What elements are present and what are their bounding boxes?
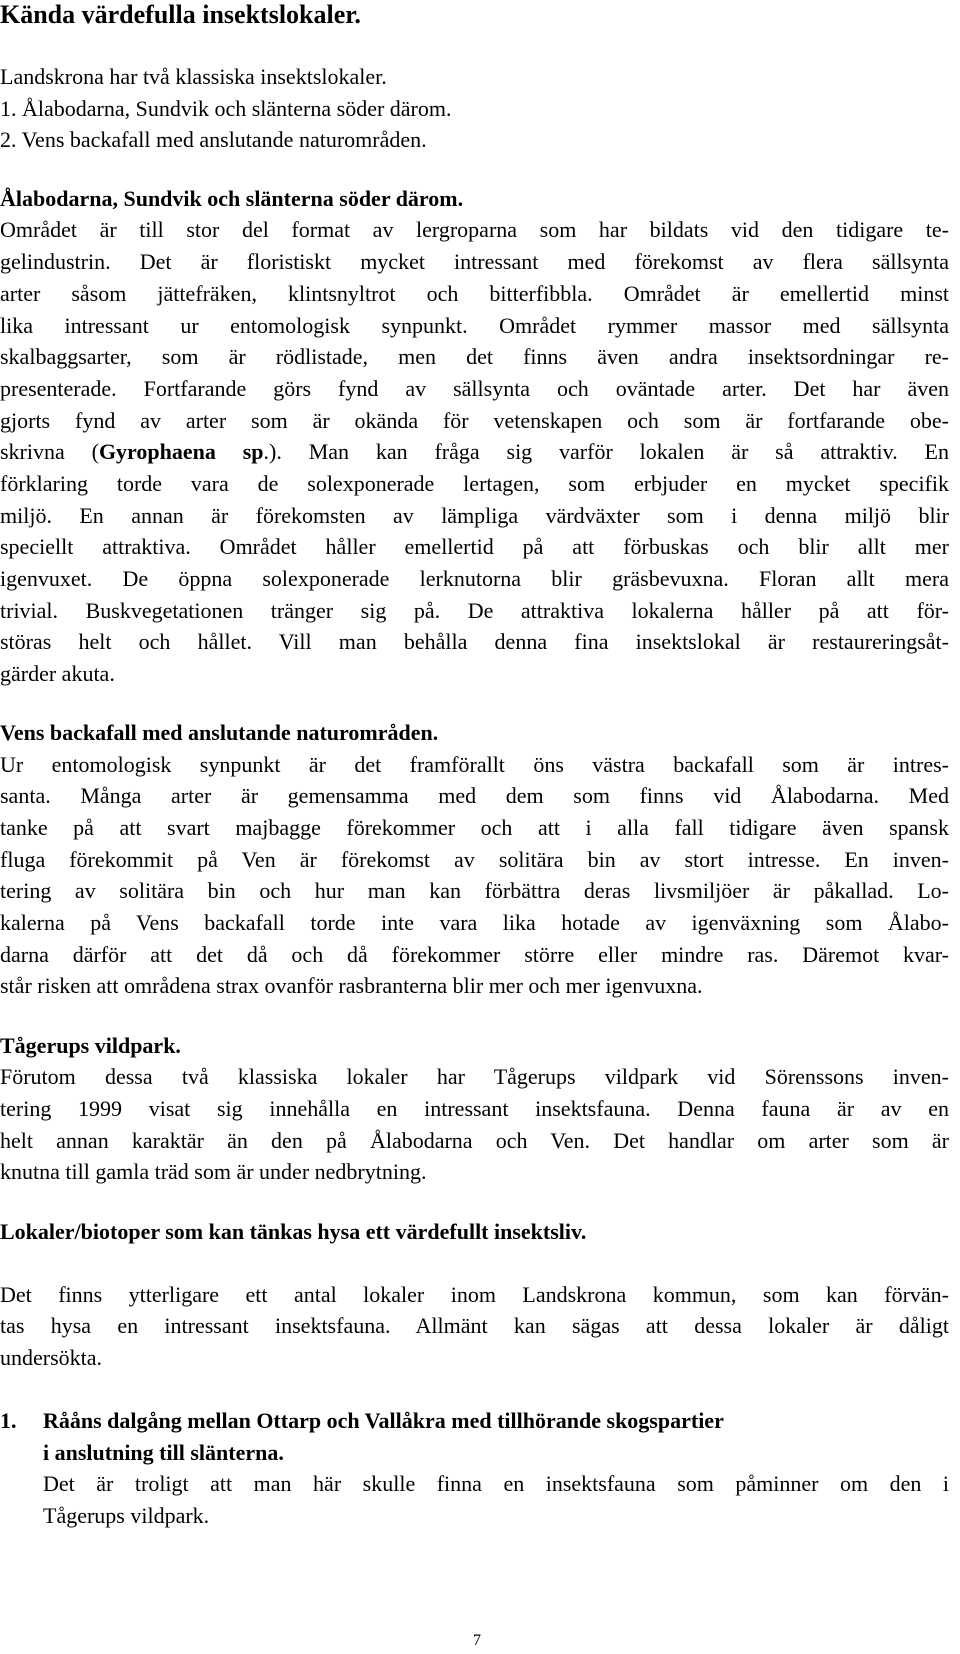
paragraph-line: speciellt attraktiva. Området håller emellertid på att förbuskas och blir allt mer xyxy=(0,534,949,559)
section-heading-ven: Vens backafall med anslutande naturområden. xyxy=(0,720,439,745)
paragraph-line: tering av solitära bin och hur man kan förbättra deras livsmiljöer är påkallad. Lo- xyxy=(0,878,949,903)
section-heading-lokaler: Lokaler/biotoper som kan tänkas hysa ett värdefullt insektsliv. xyxy=(0,1219,587,1244)
section-heading-tagerup: Tågerups vildpark. xyxy=(0,1033,181,1058)
intro-line: Landskrona har två klassiska insektslokaler. xyxy=(0,64,387,89)
paragraph-line: undersökta. xyxy=(0,1345,103,1370)
paragraph-line: kalerna på Vens backafall torde inte vara lika hotade av igenväxning som Ålabo- xyxy=(0,910,949,935)
paragraph-line xyxy=(0,439,949,465)
paragraph-line: gelindustrin. Det är floristiskt mycket intressant med förekomst av flera sällsynta xyxy=(0,249,949,274)
paragraph-line: Området är till stor del format av lergroparna som har bildats vid den tidigare te- xyxy=(0,217,949,242)
paragraph-line: arter såsom jättefräken, klintsnyltrot och bitterfibbla. Området är emellertid minst xyxy=(0,281,949,306)
paragraph-line: knutna till gamla träd som är under nedbrytning. xyxy=(0,1159,427,1184)
page-number: 7 xyxy=(473,1632,481,1649)
intro-item-1: 1. Ålabodarna, Sundvik och slänterna söder därom. xyxy=(0,96,452,121)
page-title: Kända värdefulla insektslokaler. xyxy=(0,0,361,29)
paragraph-line: tanke på att svart majbagge förekommer och att i alla fall tidigare även spansk xyxy=(0,815,949,840)
paragraph-line: förklaring torde vara de solexponerade lertagen, som erbjuder en mycket specifik xyxy=(0,471,949,496)
paragraph-line: miljö. En annan är förekomsten av lämpliga värdväxter som i denna miljö blir xyxy=(0,503,949,528)
species-name: Gyrophaena sp xyxy=(98,439,264,464)
text-run: .). Man kan fråga sig varför lokalen är så attraktiv. En xyxy=(263,439,949,464)
list-item-text: Det är troligt att man här skulle finna en insektsfauna som påminner om den i xyxy=(43,1471,949,1496)
paragraph-line: skalbaggsarter, som är rödlistade, men det finns även andra insektsordningar re- xyxy=(0,344,949,369)
paragraph-line: Förutom dessa två klassiska lokaler har Tågerups vildpark vid Sörenssons inven- xyxy=(0,1064,949,1089)
paragraph-line: tas hysa en intressant insektsfauna. Allmänt kan sägas att dessa lokaler är dåligt xyxy=(0,1313,949,1338)
list-item-heading: i anslutning till slänterna. xyxy=(43,1440,284,1465)
paragraph-line: santa. Många arter är gemensamma med dem som finns vid Ålabodarna. Med xyxy=(0,783,949,808)
paragraph-line: helt annan karaktär än den på Ålabodarna och Ven. Det handlar om arter som är xyxy=(0,1128,949,1153)
paragraph-line: darna därför att det då och då förekommer större eller mindre ras. Däremot kvar- xyxy=(0,942,949,967)
paragraph-line: presenterade. Fortfarande görs fynd av sällsynta och oväntade arter. Det har även xyxy=(0,376,949,401)
section-heading-alabodarna: Ålabodarna, Sundvik och slänterna söder därom. xyxy=(0,186,464,211)
paragraph-line: gjorts fynd av arter som är okända för vetenskapen och som är fortfarande obe- xyxy=(0,408,949,433)
intro-item-2: 2. Vens backafall med anslutande naturområden. xyxy=(0,127,427,152)
paragraph-line: störas helt och hållet. Vill man behålla denna fina insektslokal är restaureringsåt- xyxy=(0,629,949,654)
paragraph-line: igenvuxet. De öppna solexponerade lerknutorna blir gräsbevuxna. Floran allt mera xyxy=(0,566,949,591)
list-item-heading: Rååns dalgång mellan Ottarp och Vallåkra med tillhörande skogspartier xyxy=(43,1408,724,1433)
paragraph-line: Ur entomologisk synpunkt är det framförallt öns västra backafall som är intres- xyxy=(0,752,949,777)
paragraph-line: gärder akuta. xyxy=(0,661,115,686)
paragraph-line: tering 1999 visat sig innehålla en intressant insektsfauna. Denna fauna är av en xyxy=(0,1096,949,1121)
paragraph-line: trivial. Buskvegetationen tränger sig på. De attraktiva lokalerna håller på att för- xyxy=(0,598,949,623)
paragraph-line: fluga förekommit på Ven är förekomst av solitära bin av stort intresse. En inven- xyxy=(0,847,949,872)
text-run: skrivna ( xyxy=(0,439,99,464)
paragraph-line: står risken att områdena strax ovanför rasbranterna blir mer och mer igenvuxna. xyxy=(0,973,703,998)
paragraph-line: Det finns ytterligare ett antal lokaler inom Landskrona kommun, som kan förvän- xyxy=(0,1282,949,1307)
paragraph-line: lika intressant ur entomologisk synpunkt. Området rymmer massor med sällsynta xyxy=(0,313,949,338)
list-item-text: Tågerups vildpark. xyxy=(43,1503,210,1528)
list-number: 1. xyxy=(0,1408,17,1433)
